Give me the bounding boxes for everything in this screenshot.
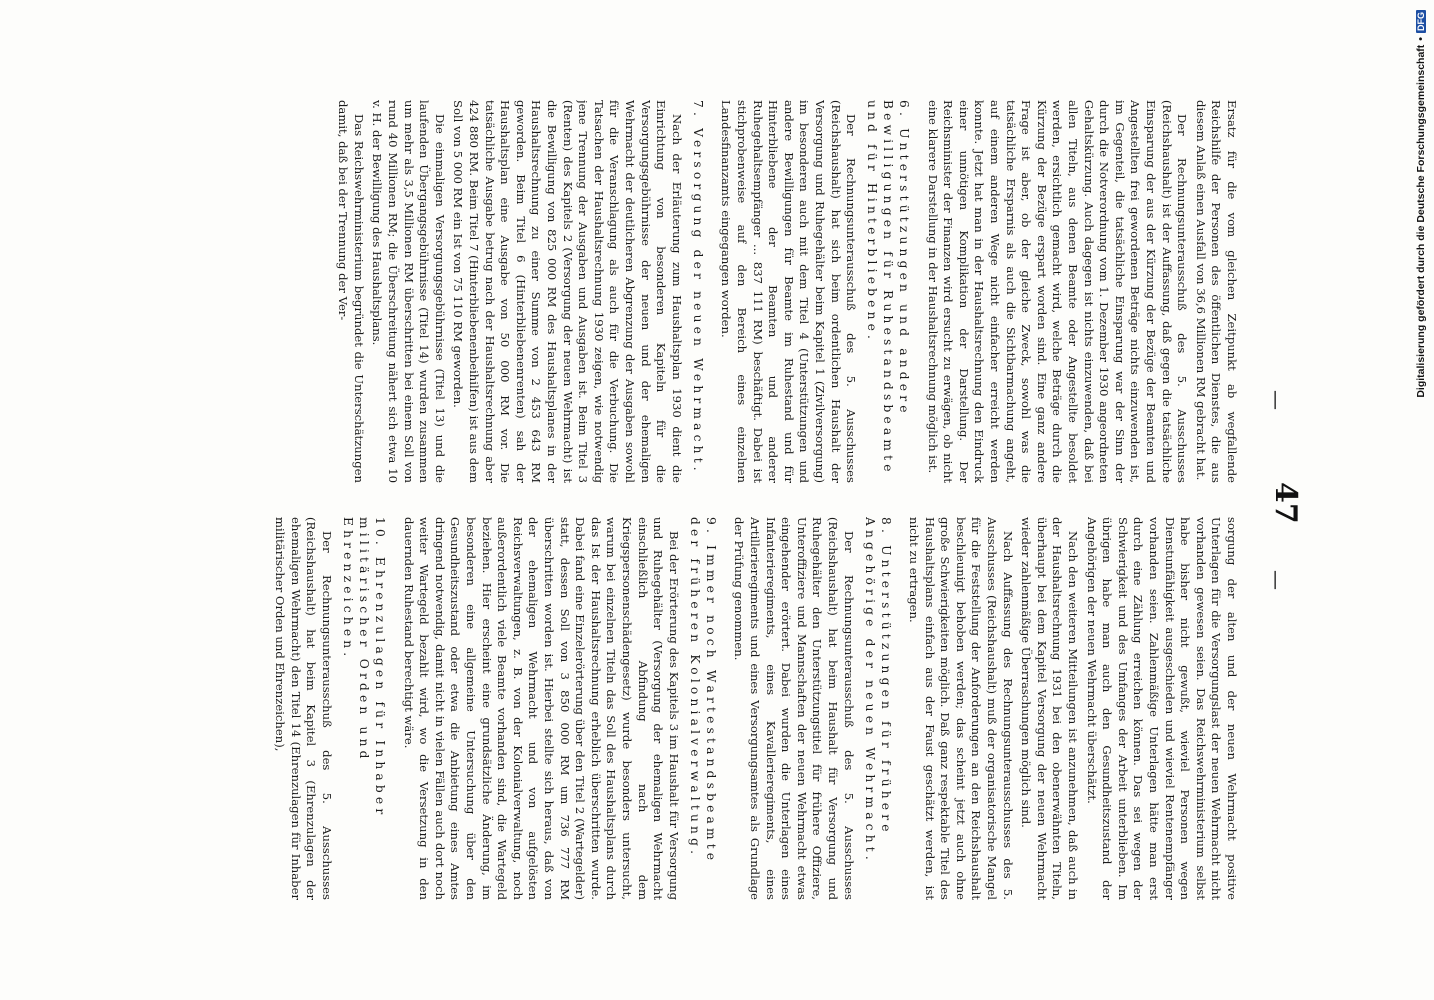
header-dash-right: —: [1265, 570, 1289, 590]
paragraph: Nach den weiteren Mitteilungen ist anzunehmen, daß auch in der Haushaltsrechnung 1931 bei den obenerwähnten Titeln, überhaupt bei dem Kapitel Versorgung der neuen Wehrmacht wieder zahlenmäßige Überraschungen möglich sind.: [1019, 517, 1081, 900]
dfg-logo: DFG: [1416, 12, 1426, 31]
paragraph: Nach der Erläuterung zum Haushaltsplan 1930 dient die Einrichtung von besonderen Kapiteln für die Versorgungsgebührnisse der neuen und der ehemaligen Wehrmacht der deutlicheren Abgrenzung der Ausgaben sowohl für die Veranschlagung als auch für die Verbuchung. Die Tatsachen der Haushaltsrechnung 1930 zeigen, wie notwendig jene Trennung der Ausgaben und Ausgaben ist. Beim Titel 3 (Renten) des Kapitels 2 (Versorgung der neuen Wehrmacht) ist die Bewilligung von 825 000 RM des Haushaltsplanes in der Haushaltsrechnung zu einer Summe von 2 453 643 RM geworden. Beim Titel 6 (Hinterbliebenenrenten) sah der Haushaltsplan eine Ausgabe von 50 000 RM vor. Die tatsächliche Ausgabe betrug nach der Haushaltsrechnung aber 424 880 RM. Beim Titel 7 (Hinterbliebenenbeihilfen) ist aus dem Soll von 5 000 RM ein Ist von 75 110 RM geworden.: [451, 100, 684, 483]
section-heading-7: 7. Versorgung der neuen Wehrmacht.: [690, 100, 705, 475]
paragraph: Das Reichswehrministerium begründet die Unterschätzungen damit, daß bei der Trennung der Ver-: [336, 100, 366, 483]
paragraph: Der Rechnungsunterausschuß des 5. Ausschusses (Reichshaushalt) hat beim Kapitel 3 (Ehrenzulagen der ehemaligen Wehrmacht) den Titel 14 (Ehrenzulagen für Inhaber militärischer Orden und Ehrenzeichen),: [273, 517, 335, 900]
text-columns: [129, 100, 1239, 900]
digitization-credit: [1412, 10, 1430, 990]
paragraph: Der Rechnungsunterausschuß des 5. Ausschusses (Reichshaushalt) hat beim Haushalt für Versorgung und Ruhegehälter den Unterstützungstitel für frühere Offiziere, Unteroffiziere und Mannschaften der neuen Wehrmacht etwas eingehender erörtert. Dabei wurden die Unterlagen eines Infanterieregiments, eines Kavallerieregiments, eines Artillerieregiments und eines Versorgungsamtes als Grundlage der Prüfung genommen.: [732, 517, 856, 900]
section-heading-9: 9. Immer noch Wartestandsbeamte der früheren Kolonialverwaltung.: [687, 517, 718, 865]
page-number: 47: [1268, 482, 1303, 524]
header-dash-left: —: [1265, 390, 1289, 410]
paragraph: Bei der Erörterung des Kapitels 3 im Haushalt für Versorgung und Ruhegehälter (Versorgung der ehemaligen Wehrmacht einschließlich Abfindung nach dem Kriegspersonenschädengesetz) wurde besonders untersucht, warum bei einzelnen Titeln das Soll des Haushaltsplans durch das Ist der Haushaltsrechnung erheblich überschritten wurde. Dabei fand eine Einzelerörterung über den Titel 2 (Wartegelder) statt, dessen Soll von 3 850 000 RM um 736 777 RM überschritten worden ist. Hierbei stellte sich heraus, daß von der ehemaligen Wehrmacht und von aufgelösten Reichsverwaltungen, z. B. von der Kolonialverwaltung, noch außerordentlich viele Beamte vorhanden sind, die Wartegeld beziehen. Hier erscheint eine grundsätzliche Änderung, im besonderen eine allgemeine Untersuchung über den Gesundheitszustand oder etwa die Anbietung eines Amtes dringend notwendig, damit nicht in vielen Fällen auch dort noch weiter Wartegeld bezahlt wird, wo die Versetzung in den dauernden Ruhestand berechtigt wäre.: [401, 517, 681, 900]
left-column: [129, 100, 1239, 483]
paragraph: Die einmaligen Versorgungsgebührnisse (Titel 13) und die laufenden Übergangsgebührnisse (Titel 14) wurden zusammen um mehr als 3,5 Millionen RM überschritten bei einem Soll von rund 40 Millionen RM; die Überschreitung nähert sich etwa 10 v. H. der Bewilligung des Haushaltsplans.: [370, 100, 447, 483]
paragraph: Ersatz für die vom gleichen Zeitpunkt ab wegfallende Reichshilfe der Personen des öffentlichen Dienstes, die aus diesem Anlaß einen Ausfall von 36,6 Millionen RM gebracht hat.: [1193, 100, 1239, 483]
credit-separator: •: [1415, 37, 1427, 41]
credit-text: Digitalisierung gefördert durch die Deutsche Forschungsgemeinschaft: [1415, 44, 1427, 398]
paragraph: Der Rechnungsunterausschuß des 5. Ausschusses (Reichshaushalt) ist der Auffassung, daß gegen die tatsächliche Einsparung der aus der Kürzung der Bezüge der Beamten und Angestellten frei gewordenen Beträge nichts einzuwenden ist, im Gegenteil, die tatsächliche Einsparung war der Sinn der durch die Notverordnung vom 1. Dezember 1930 angeordneten Gehaltskürzung. Auch dagegen ist nichts einzuwenden, daß bei allen Titeln, aus denen Beamte oder Angestellte besoldet werden, ersichtlich gemacht wird, welche Beträge durch die Kürzung der Bezüge erspart worden sind. Eine ganz andere Frage ist aber, ob der gleiche Zweck, sowohl was die tatsächliche Ersparnis als auch die Sichtbarmachung angeht, auf einem anderen Wege nicht einfacher erreicht werden konnte. Jetzt hat man in der Haushaltsrechnung den Eindruck einer unnötigen Komplikation der Darstellung. Der Reichsminister der Finanzen wird ersucht zu erwägen, ob nicht eine klarere Darstellung in der Haushaltsrechnung möglich ist.: [925, 100, 1190, 483]
section-heading-6: 6. Unterstützungen und andere Bewilligungen für Ruhestandsbeamte und für Hinterbliebene.: [865, 100, 912, 476]
right-column: [129, 517, 1239, 900]
paragraph: Nach Auffassung des Rechnungsunterausschusses des 5. Ausschusses (Reichshaushalt) muß der organisatorische Mangel für die Feststellung der Anforderungen an den Reichshaushalt beschleunigt behoben werden; das scheint jetzt auch ohne große Schwierigkeiten möglich. Daß ganz respektable Titel des Haushaltsplans einfach aus der Faust geschätzt werden, ist nicht zu ertragen.: [907, 517, 1015, 900]
paragraph: sorgung der alten und der neuen Wehrmacht positive Unterlagen für die Versorgungslast der neuen Wehrmacht nicht vorhanden gewesen seien. Das Reichswehrministerium selbst habe bisher nicht gewußt, wieviel Personen wegen Dienstunfähigkeit ausgeschieden und wieviel Rentenempfänger vorhanden seien. Zahlenmäßige Unterlagen hätte man erst durch eine Zählung erreichen können. Das sei wegen der Schwierigkeit und des Umfanges der Arbeit unterblieben. Im übrigen habe man auch den Gesundheitszustand der Angehörigen der neuen Wehrmacht überschätzt.: [1084, 517, 1239, 900]
page-header: [1253, 90, 1317, 910]
section-heading-10: 10. Ehrenzulagen für Inhaber militärischer Orden und Ehrenzeichen.: [341, 517, 388, 819]
section-heading-8: 8. Unterstützungen für frühere Angehörige der neuen Wehrmacht.: [862, 517, 893, 864]
paragraph: Der Rechnungsunterausschuß des 5. Ausschusses (Reichshaushalt) hat sich beim ordentlichen Haushalt der Versorgung und Ruhegehälter beim Kapitel 1 (Zivilversorgung) im besonderen auch mit dem Titel 4 (Unterstützungen und andere Bewilligungen für Beamte im Ruhestand und für Hinterbliebene der Beamten und anderer Ruhegehaltsempfänger ... 837 111 RM) beschäftigt. Dabei ist stichprobenweise auf den Bereich eines einzelnen Landesfinanzamts eingegangen worden.: [719, 100, 859, 483]
rotated-page-content: [117, 90, 1317, 910]
